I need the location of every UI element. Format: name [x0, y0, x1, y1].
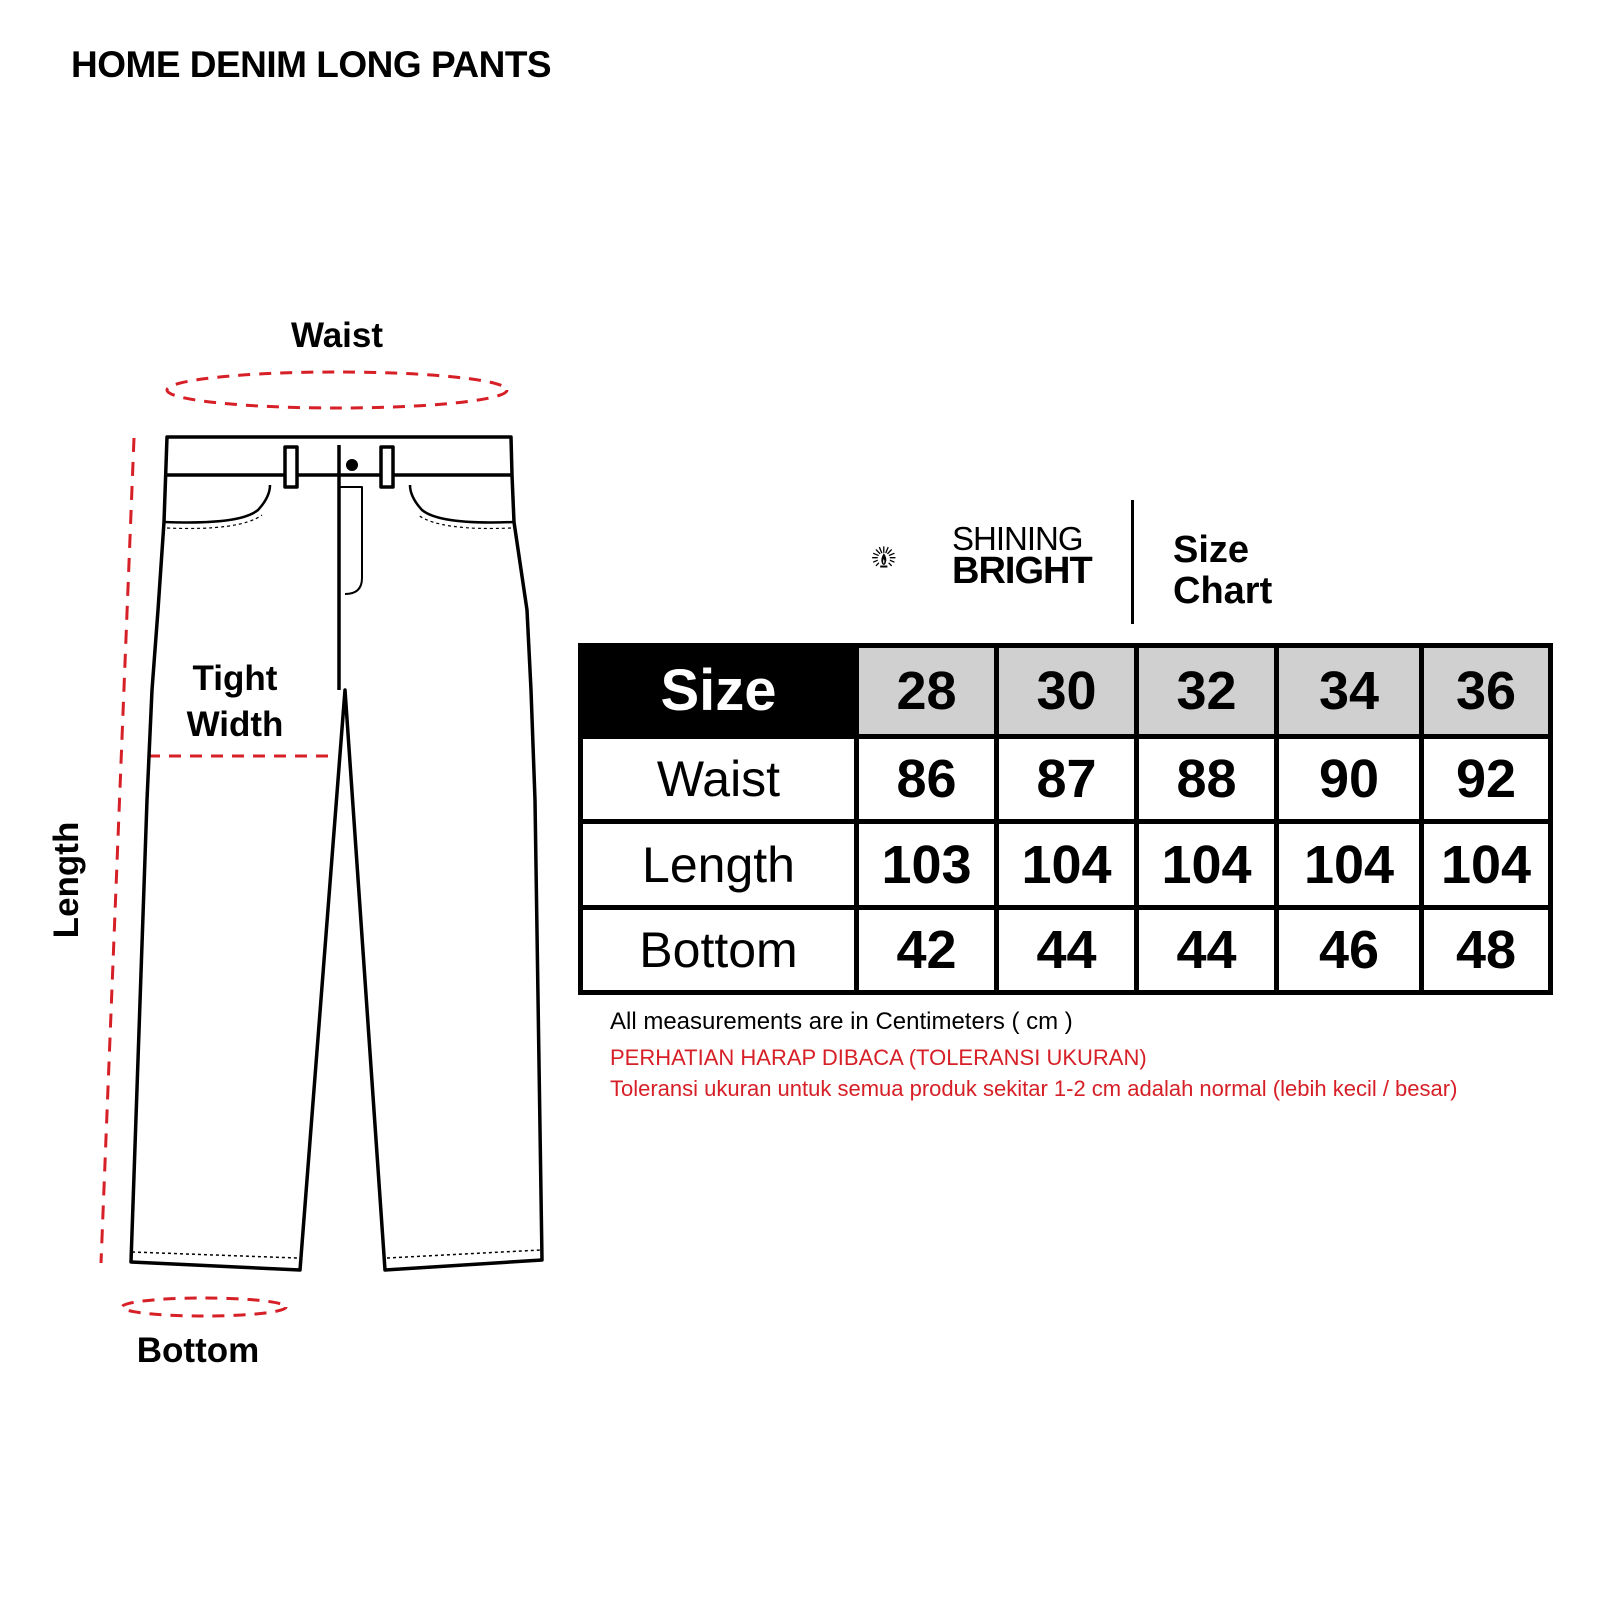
table-header-row — [581, 646, 1551, 737]
row-label-bottom: Bottom — [581, 907, 857, 992]
size-column-header: 34 — [1277, 646, 1422, 737]
size-column-header: 30 — [997, 646, 1137, 737]
unit-note: All measurements are in Centimeters ( cm ) — [610, 1008, 1073, 1035]
size-chart-title — [1173, 530, 1272, 612]
warning-title: PERHATIAN HARAP DIBACA (TOLERANSI UKURAN) — [610, 1045, 1147, 1070]
sunburst-flame-icon — [872, 523, 944, 595]
brand-divider — [1131, 500, 1134, 624]
size-column-header: 32 — [1137, 646, 1277, 737]
row-label-waist: Waist — [581, 737, 857, 822]
table-cell: 44 — [1137, 907, 1277, 992]
table-cell: 104 — [1137, 822, 1277, 907]
bottom-label: Bottom — [136, 1331, 260, 1370]
size-table — [578, 643, 1553, 995]
size-chart-title-line2: Chart — [1173, 570, 1273, 612]
bottom-measure-line — [122, 1298, 286, 1316]
table-cell: 104 — [1277, 822, 1422, 907]
table-row — [581, 907, 1551, 992]
table-row — [581, 737, 1551, 822]
table-cell: 88 — [1137, 737, 1277, 822]
size-header-cell: Size — [581, 646, 857, 737]
tight-width-label-2: Width — [186, 705, 284, 744]
table-cell: 86 — [857, 737, 997, 822]
pants-outline — [131, 437, 542, 1270]
warning-text: Toleransi ukuran untuk semua produk sekitar 1-2 cm adalah normal (lebih kecil / besar) — [610, 1076, 1458, 1101]
table-cell: 44 — [997, 907, 1137, 992]
length-label: Length — [47, 821, 86, 939]
table-cell: 46 — [1277, 907, 1422, 992]
table-cell: 103 — [857, 822, 997, 907]
size-chart-title-line1: Size — [1173, 529, 1250, 571]
brand-name-line2: BRIGHT — [952, 550, 1092, 592]
pants-diagram — [0, 0, 560, 1400]
brand-name — [952, 522, 1092, 590]
table-cell: 48 — [1422, 907, 1551, 992]
table-cell: 104 — [997, 822, 1137, 907]
table-row — [581, 822, 1551, 907]
table-cell: 42 — [857, 907, 997, 992]
brand-name-line1: SHINING — [952, 520, 1083, 557]
size-column-header: 28 — [857, 646, 997, 737]
length-measure-line — [101, 438, 134, 1263]
waist-measure-line — [167, 372, 507, 408]
tight-width-label-1: Tight — [192, 659, 278, 698]
page-title: HOME DENIM LONG PANTS — [71, 44, 552, 85]
size-column-header: 36 — [1422, 646, 1551, 737]
table-cell: 104 — [1422, 822, 1551, 907]
waist-label: Waist — [290, 316, 384, 355]
table-cell: 87 — [997, 737, 1137, 822]
table-cell: 90 — [1277, 737, 1422, 822]
row-label-length: Length — [581, 822, 857, 907]
table-cell: 92 — [1422, 737, 1551, 822]
